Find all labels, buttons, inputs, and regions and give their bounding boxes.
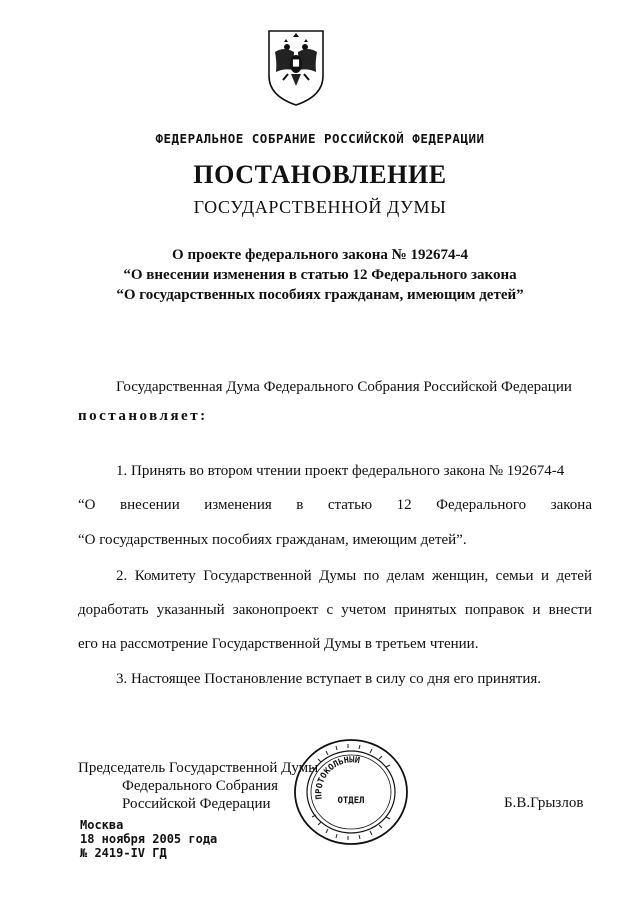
coat-of-arms-icon — [266, 28, 326, 108]
item-3: 3. Настоящее Постановление вступает в силу со дня его принятия. — [116, 671, 542, 687]
subject-line-1: О проекте федерального закона № 192674-4 — [172, 247, 468, 263]
signer-name: Б.В.Грызлов — [504, 795, 584, 811]
preamble-verb: постановляет: — [78, 408, 208, 424]
footer-date: 18 ноября 2005 года — [80, 832, 218, 846]
item-1-line-3: “О государственных пособиях гражданам, имеющим детей”. — [78, 532, 467, 548]
subject-line-3: “О государственных пособиях гражданам, имеющим детей” — [116, 287, 524, 303]
signer-title-line-1: Председатель Государственной Думы — [78, 760, 319, 776]
footer-number: № 2419-IV ГД — [80, 846, 167, 860]
item-1-line-2: “О внесении изменения в статью 12 Федерального закона — [78, 497, 592, 513]
stamp-center-text: ОТДЕЛ — [337, 796, 365, 806]
issuer-heading: ГОСУДАРСТВЕННОЙ ДУМЫ — [193, 197, 447, 217]
document-type-title: ПОСТАНОВЛЕНИЕ — [193, 160, 447, 189]
signer-title-line-3: Российской Федерации — [122, 796, 271, 812]
item-2-line-2: доработать указанный законопроект с учетом принятых поправок и внести — [78, 602, 592, 618]
item-2-line-1: 2. Комитету Государственной Думы по делам женщин, семьи и детей — [116, 568, 592, 584]
subject-line-2: “О внесении изменения в статью 12 Федерального закона — [123, 267, 517, 283]
footer-city: Москва — [80, 818, 124, 832]
organization-heading: ФЕДЕРАЛЬНОЕ СОБРАНИЕ РОССИЙСКОЙ ФЕДЕРАЦИИ — [155, 131, 485, 146]
signer-title-line-2: Федерального Собрания — [122, 778, 279, 794]
item-1-line-1: 1. Принять во втором чтении проект федерального закона № 192674-4 — [116, 463, 565, 479]
preamble-text: Государственная Дума Федерального Собрания Российской Федерации — [116, 379, 572, 395]
protocol-stamp-icon — [292, 737, 410, 847]
svg-text:ПРОТОКОЛЬНЫЙ — [314, 754, 361, 800]
item-2-line-3: его на рассмотрение Государственной Думы в третьем чтении. — [78, 636, 479, 652]
stamp-ring-text: ПРОТОКОЛЬНЫЙ — [314, 755, 361, 800]
